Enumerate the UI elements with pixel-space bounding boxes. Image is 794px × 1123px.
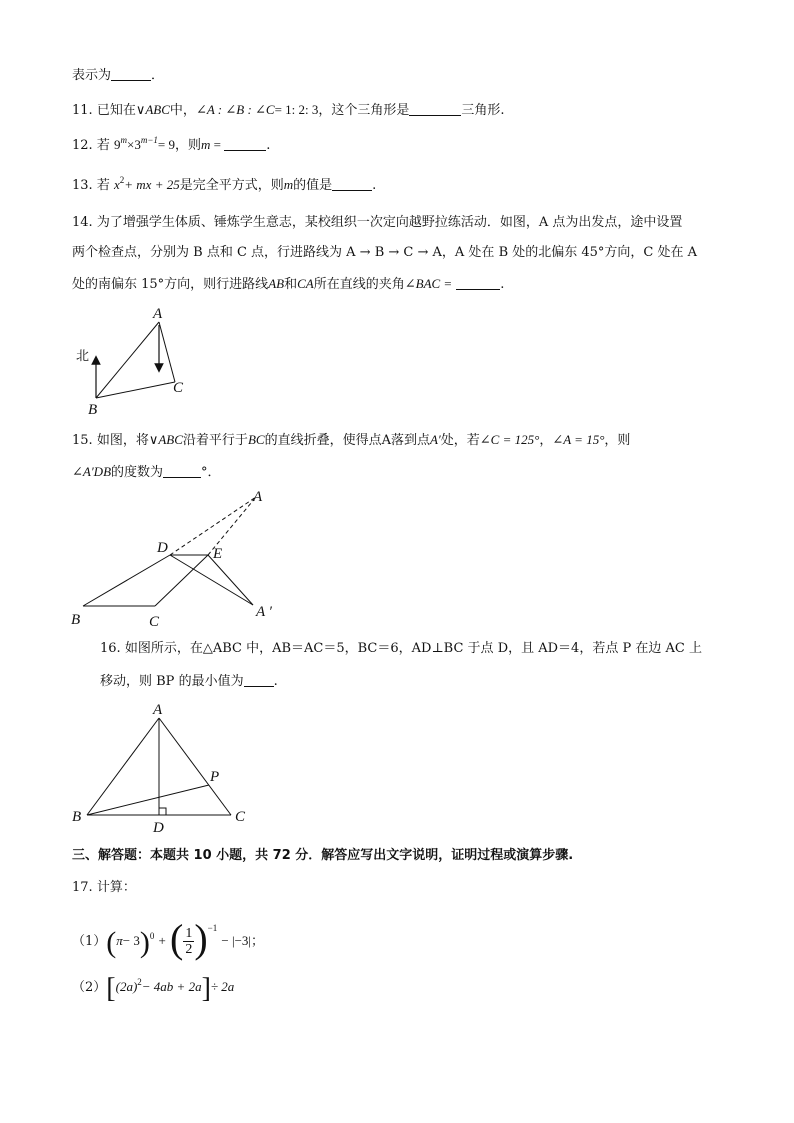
q11-triangle: ∨ABC	[135, 102, 170, 117]
q11-post: ，这个三角形是	[318, 103, 410, 118]
q14-l3c: 和	[284, 277, 298, 292]
q16-number: 16.	[100, 641, 121, 656]
q17-title: 计算：	[96, 880, 136, 895]
q14-l3b: AB	[268, 276, 285, 291]
q15-l2b: 的度数为	[111, 465, 164, 480]
q11-ratio: = 1: 2: 3	[274, 102, 319, 117]
fig14-label-c: C	[173, 380, 184, 396]
q15-l1e: 的直线折叠，使得点A落到点	[264, 433, 430, 448]
q11-mid: 中，	[169, 103, 196, 118]
fig14-label-north: 北	[76, 349, 90, 364]
q17-p1-minus3: − 3	[122, 933, 140, 948]
continuation-text: 表示为	[72, 68, 112, 83]
q13-rest: + mx + 25	[124, 177, 180, 192]
q15-l1b: ∨ABC	[148, 432, 183, 447]
q13-var: m	[283, 177, 294, 192]
q12-times: ×3	[126, 137, 141, 152]
q13-number: 13.	[72, 178, 93, 193]
q17-p1-end: ；	[251, 934, 265, 949]
q14-line1: 为了增强学生体质、锤炼学生意志，某校组织一次定向越野拉练活动．如图，A 点为出发点，途中设置	[96, 215, 683, 230]
q15-l1i: ，	[539, 433, 553, 448]
q15-l1c: 沿着平行于	[182, 433, 248, 448]
q17-p1-expm1: −1	[207, 923, 218, 933]
q12-pre: 若	[96, 138, 110, 153]
q16-line2: 移动，则 BP 的最小值为	[100, 674, 244, 689]
fig16-segment-bp	[87, 785, 209, 815]
q17-p1-plus: +	[158, 933, 166, 948]
q11-angles: ∠A : ∠B : ∠C	[195, 102, 275, 117]
q17-number: 17.	[72, 880, 93, 895]
q17-p1-pi: π	[116, 933, 123, 948]
q16-line1: 如图所示，在△ABC 中，AB＝AC＝5，BC＝6，AD⊥BC 于点 D，且 AD＝4，若点 P 在边 AC 上	[124, 641, 702, 656]
q13-end: .	[372, 178, 377, 193]
section-3-heading: 三、解答题：本题共 10 小题，共 72 分．解答应写出文字说明，证明过程或演算步骤.	[72, 848, 574, 863]
q15-l1d: BC	[247, 432, 265, 447]
fig15-label-d: D	[157, 540, 168, 556]
fig16-label-p: P	[210, 769, 220, 785]
q17-p2-open: (2a)	[115, 979, 138, 994]
q14-l3d: CA	[297, 276, 314, 291]
fig14-label-a: A	[153, 306, 163, 322]
q14-l3e: 所在直线的夹角	[313, 277, 405, 292]
q17-p2-div: ÷ 2a	[210, 979, 235, 994]
q16-end: .	[273, 674, 278, 689]
q15-l1a: 如图，将	[96, 433, 149, 448]
q12-number: 12.	[72, 138, 93, 153]
q17-p1-fraction	[183, 926, 194, 957]
fig14-label-b: B	[88, 402, 98, 418]
q15-number: 15.	[72, 433, 93, 448]
fig16-right-angle-mark	[159, 808, 166, 815]
q14-line2: 两个检查点，分别为 B 点和 C 点，行进路线为 A → B → C → A，A 处在 B 处的北偏东 45°方向，C 处在 A	[72, 245, 698, 260]
q11-tail: 三角形.	[461, 103, 505, 118]
q17-p2-label: （2）	[72, 980, 107, 995]
q12-base: 9	[113, 137, 121, 152]
q17-p1-abs: − |−3|	[221, 933, 252, 948]
fig15-label-c: C	[149, 614, 160, 630]
q15-l1f: A′	[429, 432, 441, 447]
fig15-label-e: E	[213, 546, 223, 562]
fig15-label-b: B	[71, 612, 81, 628]
q17-part2: $(2)[(2a)^2- 4ab + 2a]\div 2a$	[72, 973, 235, 1004]
q11-number: 11.	[72, 103, 93, 118]
q12-exp1: m	[120, 135, 127, 145]
q17-p1-exp0: 0	[149, 931, 155, 941]
q17-p1-denominator: 2	[185, 942, 193, 957]
fig16-label-b: B	[72, 809, 82, 825]
fig16-label-c: C	[235, 809, 246, 825]
q15-l1k: ，则	[604, 433, 631, 448]
q17-part1: $(1)(\pi- 3)^0$ + ( $\frac{1}{2}$ )$^{-1}$ − |−3|；	[72, 916, 265, 961]
q13-mid: 是完全平方式，则	[179, 178, 284, 193]
fig16-segment-ac	[159, 718, 231, 815]
fig16-label-a: A	[153, 702, 163, 718]
q15-l2a: ∠A′DB	[72, 464, 112, 479]
fig15-label-a-prime: A ′	[256, 604, 272, 620]
q17-p1-label: （1）	[72, 934, 107, 949]
question-17	[72, 879, 136, 897]
q17-p2-rest: − 4ab + 2a	[141, 979, 202, 994]
q12-exp2: m−1	[140, 135, 158, 145]
q17-p2-exp2: 2	[137, 977, 142, 987]
q14-l3a: 处的南偏东 15°方向，则行进路线	[72, 277, 269, 292]
q15-l1g: 处，若	[440, 433, 480, 448]
continuation-line: 表示为 ．	[72, 68, 165, 83]
q14-l3f: ∠BAC =	[404, 276, 453, 291]
q12-var: m	[201, 137, 211, 152]
q11-pre: 已知在	[96, 103, 136, 118]
q17-p1-numerator: 1	[185, 926, 193, 941]
q13-exp: 2	[119, 175, 125, 185]
q13-x: x	[113, 177, 120, 192]
q15-l1j: ∠A = 15°	[552, 432, 605, 447]
q14-number: 14.	[72, 215, 93, 230]
q12-mid: ，则	[175, 138, 202, 153]
q13-post: 的值是	[293, 178, 333, 193]
q12-end: .	[266, 138, 271, 153]
q12-eq: = 9	[157, 137, 175, 152]
q15-l1h: ∠C = 125°	[479, 432, 540, 447]
fig15-label-a: A	[253, 489, 263, 505]
q13-pre: 若	[96, 178, 110, 193]
fig16-label-d: D	[153, 820, 164, 836]
q15-l2c: °．	[201, 465, 221, 480]
q12-eq2: =	[210, 137, 225, 152]
q14-end: .	[500, 277, 505, 292]
